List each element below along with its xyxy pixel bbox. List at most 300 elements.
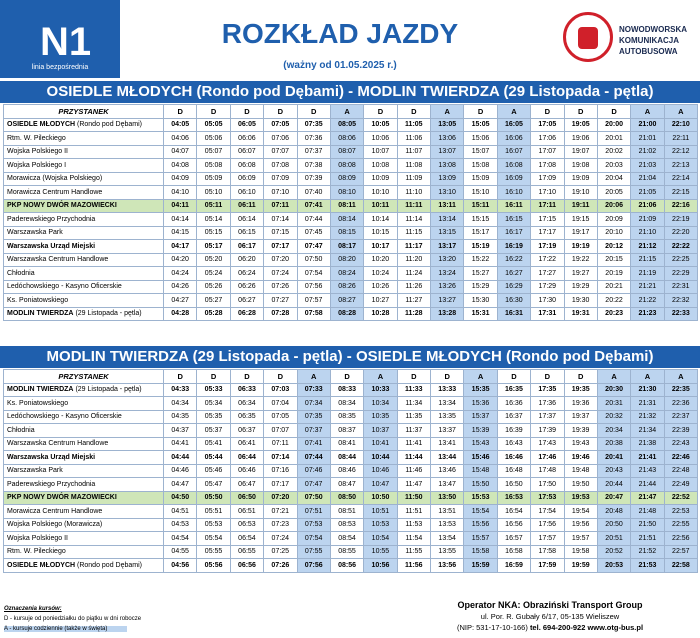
departure-time: 07:06 (264, 132, 297, 146)
departure-time: 21:38 (631, 437, 664, 451)
departure-time: 16:15 (497, 213, 530, 227)
departure-time: 11:41 (397, 437, 430, 451)
column-header-type: A (631, 105, 664, 119)
departure-time: 05:20 (197, 253, 230, 267)
departure-time: 16:53 (497, 491, 530, 505)
departure-time: 10:41 (364, 437, 397, 451)
departure-time: 20:41 (597, 451, 630, 465)
departure-time: 16:06 (497, 132, 530, 146)
departure-time: 20:50 (597, 518, 630, 532)
departure-time: 06:37 (230, 424, 263, 438)
departure-time: 22:14 (664, 172, 697, 186)
table-row (4, 172, 698, 186)
departure-time: 20:12 (597, 240, 630, 254)
departure-time: 06:44 (230, 451, 263, 465)
departure-time: 10:14 (364, 213, 397, 227)
departure-time: 15:58 (464, 545, 497, 559)
departure-time: 19:27 (564, 267, 597, 281)
stop-name: Morawicza Centrum Handlowe (4, 186, 164, 200)
departure-time: 10:26 (364, 280, 397, 294)
departure-time: 08:08 (330, 159, 363, 173)
departure-time: 05:34 (197, 397, 230, 411)
departure-time: 06:09 (230, 172, 263, 186)
departure-time: 13:55 (431, 545, 464, 559)
departure-time: 07:15 (264, 226, 297, 240)
departure-time: 10:06 (364, 132, 397, 146)
departure-time: 06:26 (230, 280, 263, 294)
column-header-type: D (564, 370, 597, 384)
column-header-type: D (197, 370, 230, 384)
departure-time: 11:27 (397, 294, 430, 308)
departure-time: 17:43 (531, 437, 564, 451)
table-row (4, 478, 698, 492)
departure-time: 10:47 (364, 478, 397, 492)
departure-time: 21:01 (631, 132, 664, 146)
departure-time: 11:07 (397, 145, 430, 159)
departure-time: 22:58 (664, 559, 697, 573)
departure-time: 22:25 (664, 253, 697, 267)
departure-time: 15:53 (464, 491, 497, 505)
departure-time: 08:27 (330, 294, 363, 308)
departure-time: 20:05 (597, 186, 630, 200)
departure-time: 22:29 (664, 267, 697, 281)
departure-time: 07:46 (297, 464, 330, 478)
departure-time: 06:54 (230, 532, 263, 546)
departure-time: 07:24 (264, 532, 297, 546)
stop-name: Ledóchowskiego - Kasyno Oficerskie (4, 410, 164, 424)
departure-time: 13:46 (431, 464, 464, 478)
departure-time: 07:10 (264, 186, 297, 200)
stop-name: Warszawska Centrum Handlowe (4, 253, 164, 267)
departure-time: 07:45 (297, 226, 330, 240)
table-row (4, 424, 698, 438)
departure-time: 06:17 (230, 240, 263, 254)
departure-time: 22:13 (664, 159, 697, 173)
departure-time: 20:52 (597, 545, 630, 559)
departure-time: 07:04 (264, 397, 297, 411)
departure-time: 17:15 (531, 213, 564, 227)
departure-time: 07:09 (264, 172, 297, 186)
departure-time: 20:06 (597, 199, 630, 213)
departure-time: 16:43 (497, 437, 530, 451)
departure-time: 19:56 (564, 518, 597, 532)
departure-time: 20:02 (597, 145, 630, 159)
departure-time: 17:17 (531, 226, 564, 240)
departure-time: 08:20 (330, 253, 363, 267)
departure-time: 05:06 (197, 132, 230, 146)
departure-time: 13:37 (431, 424, 464, 438)
departure-time: 07:40 (297, 186, 330, 200)
departure-time: 15:09 (464, 172, 497, 186)
departure-time: 20:23 (597, 307, 630, 321)
departure-time: 17:59 (531, 559, 564, 573)
column-header-type: D (164, 370, 197, 384)
departure-time: 22:37 (664, 410, 697, 424)
departure-time: 16:37 (497, 410, 530, 424)
departure-time: 06:24 (230, 267, 263, 281)
departure-time: 16:29 (497, 280, 530, 294)
stop-name: MODLIN TWIERDZA (29 Listopada - pętla) (4, 307, 164, 321)
column-header-type: D (397, 105, 430, 119)
departure-time: 10:27 (364, 294, 397, 308)
departure-time: 10:17 (364, 240, 397, 254)
column-header-stop: PRZYSTANEK (4, 105, 164, 119)
departure-time: 19:29 (564, 280, 597, 294)
departure-time: 11:53 (397, 518, 430, 532)
departure-time: 17:53 (531, 491, 564, 505)
departure-time: 19:43 (564, 437, 597, 451)
departure-time: 07:28 (264, 307, 297, 321)
departure-time: 16:48 (497, 464, 530, 478)
departure-time: 19:35 (564, 383, 597, 397)
departure-time: 17:09 (531, 172, 564, 186)
table-row (4, 532, 698, 546)
departure-time: 05:54 (197, 532, 230, 546)
departure-time: 20:53 (597, 559, 630, 573)
departure-time: 21:48 (631, 505, 664, 519)
departure-time: 13:54 (431, 532, 464, 546)
stop-name: PKP NOWY DWÓR MAZOWIECKI (4, 199, 164, 213)
departure-time: 22:53 (664, 505, 697, 519)
departure-time: 16:11 (497, 199, 530, 213)
departure-time: 13:10 (431, 186, 464, 200)
table-row (4, 307, 698, 321)
departure-time: 05:56 (197, 559, 230, 573)
departure-time: 16:31 (497, 307, 530, 321)
departure-time: 07:47 (297, 240, 330, 254)
departure-time: 17:46 (531, 451, 564, 465)
departure-time: 16:08 (497, 159, 530, 173)
departure-time: 10:08 (364, 159, 397, 173)
stop-name: Wojska Polskiego II (4, 532, 164, 546)
departure-time: 15:57 (464, 532, 497, 546)
departure-time: 15:43 (464, 437, 497, 451)
departure-time: 13:27 (431, 294, 464, 308)
departure-time: 04:50 (164, 491, 197, 505)
column-header-type: D (531, 105, 564, 119)
column-header-type: D (431, 370, 464, 384)
table-row (4, 559, 698, 573)
departure-time: 10:28 (364, 307, 397, 321)
departure-time: 06:06 (230, 132, 263, 146)
departure-time: 10:33 (364, 383, 397, 397)
departure-time: 11:54 (397, 532, 430, 546)
departure-time: 22:22 (664, 240, 697, 254)
departure-time: 17:05 (531, 118, 564, 132)
departure-time: 08:28 (330, 307, 363, 321)
departure-time: 07:50 (297, 253, 330, 267)
departure-time: 17:27 (531, 267, 564, 281)
departure-time: 20:22 (597, 294, 630, 308)
table-row (4, 294, 698, 308)
departure-time: 08:33 (330, 383, 363, 397)
departure-time: 05:05 (197, 118, 230, 132)
departure-time: 11:35 (397, 410, 430, 424)
departure-time: 15:17 (464, 226, 497, 240)
departure-time: 19:48 (564, 464, 597, 478)
departure-time: 15:56 (464, 518, 497, 532)
departure-time: 05:35 (197, 410, 230, 424)
departure-time: 07:24 (264, 267, 297, 281)
departure-time: 15:46 (464, 451, 497, 465)
departure-time: 15:06 (464, 132, 497, 146)
departure-time: 20:09 (597, 213, 630, 227)
departure-time: 16:35 (497, 383, 530, 397)
departure-time: 07:26 (264, 559, 297, 573)
departure-time: 05:09 (197, 172, 230, 186)
departure-time: 13:11 (431, 199, 464, 213)
departure-time: 13:53 (431, 518, 464, 532)
departure-time: 05:51 (197, 505, 230, 519)
departure-time: 07:58 (297, 307, 330, 321)
departure-time: 10:46 (364, 464, 397, 478)
departure-time: 13:41 (431, 437, 464, 451)
departure-time: 11:06 (397, 132, 430, 146)
departure-time: 07:34 (297, 397, 330, 411)
departure-time: 17:22 (531, 253, 564, 267)
stop-name: PKP NOWY DWÓR MAZOWIECKI (4, 491, 164, 505)
departure-time: 05:15 (197, 226, 230, 240)
stop-name: Warszawska Urząd Miejski (4, 451, 164, 465)
departure-time: 05:33 (197, 383, 230, 397)
departure-time: 17:19 (531, 240, 564, 254)
departure-time: 10:11 (364, 199, 397, 213)
departure-time: 04:05 (164, 118, 197, 132)
departure-time: 06:33 (230, 383, 263, 397)
table-row (4, 383, 698, 397)
departure-time: 15:31 (464, 307, 497, 321)
departure-time: 08:47 (330, 478, 363, 492)
departure-time: 10:53 (364, 518, 397, 532)
departure-time: 17:07 (531, 145, 564, 159)
departure-time: 22:35 (664, 383, 697, 397)
departure-time: 10:10 (364, 186, 397, 200)
departure-time: 04:47 (164, 478, 197, 492)
departure-time: 07:39 (297, 172, 330, 186)
departure-time: 06:50 (230, 491, 263, 505)
departure-time: 11:47 (397, 478, 430, 492)
table-row (4, 280, 698, 294)
departure-time: 16:10 (497, 186, 530, 200)
departure-time: 08:51 (330, 505, 363, 519)
stop-name: Ledóchowskiego - Kasyno Oficerskie (4, 280, 164, 294)
departure-time: 15:08 (464, 159, 497, 173)
departure-time: 16:58 (497, 545, 530, 559)
departure-time: 16:07 (497, 145, 530, 159)
departure-time: 08:11 (330, 199, 363, 213)
departure-time: 16:54 (497, 505, 530, 519)
stop-name: Warszawska Park (4, 226, 164, 240)
stop-name: Ks. Poniatowskiego (4, 294, 164, 308)
departure-time: 16:59 (497, 559, 530, 573)
departure-time: 19:19 (564, 240, 597, 254)
departure-time: 08:10 (330, 186, 363, 200)
column-header-type: D (264, 370, 297, 384)
departure-time: 15:35 (464, 383, 497, 397)
departure-time: 05:55 (197, 545, 230, 559)
departure-time: 06:47 (230, 478, 263, 492)
column-header-type: A (631, 370, 664, 384)
departure-time: 13:05 (431, 118, 464, 132)
departure-time: 04:51 (164, 505, 197, 519)
departure-time: 22:33 (664, 307, 697, 321)
departure-time: 13:24 (431, 267, 464, 281)
departure-time: 10:37 (364, 424, 397, 438)
valid-from: (ważny od 01.05.2025 r.) (283, 60, 397, 71)
column-header-type: A (497, 105, 530, 119)
departure-time: 20:51 (597, 532, 630, 546)
departure-time: 21:09 (631, 213, 664, 227)
departure-time: 22:49 (664, 478, 697, 492)
departure-time: 08:54 (330, 532, 363, 546)
departure-time: 11:09 (397, 172, 430, 186)
departure-time: 21:06 (631, 199, 664, 213)
bus-logo-icon (563, 12, 613, 62)
departure-time: 13:28 (431, 307, 464, 321)
departure-time: 08:46 (330, 464, 363, 478)
departure-time: 21:53 (631, 559, 664, 573)
departure-time: 17:58 (531, 545, 564, 559)
line-badge (0, 0, 120, 78)
stop-name: Rtm. W. Pileckiego (4, 132, 164, 146)
departure-time: 04:15 (164, 226, 197, 240)
departure-time: 10:35 (364, 410, 397, 424)
column-header-type: A (364, 370, 397, 384)
operator-info (400, 600, 700, 633)
departure-time: 17:48 (531, 464, 564, 478)
departure-time: 13:50 (431, 491, 464, 505)
departure-time: 19:08 (564, 159, 597, 173)
departure-time: 17:54 (531, 505, 564, 519)
departure-time: 20:21 (597, 280, 630, 294)
table-row (4, 545, 698, 559)
departure-time: 05:41 (197, 437, 230, 451)
departure-time: 16:17 (497, 226, 530, 240)
column-header-type: D (564, 105, 597, 119)
departure-time: 21:12 (631, 240, 664, 254)
departure-time: 07:56 (297, 280, 330, 294)
departure-time: 17:29 (531, 280, 564, 294)
departure-time: 07:14 (264, 451, 297, 465)
line-number: N1 (40, 20, 92, 64)
departure-time: 19:46 (564, 451, 597, 465)
departure-time: 11:37 (397, 424, 430, 438)
stop-name: OSIEDLE MŁODYCH (Rondo pod Dębami) (4, 559, 164, 573)
departure-time: 20:01 (597, 132, 630, 146)
departure-time: 06:11 (230, 199, 263, 213)
departure-time: 22:16 (664, 199, 697, 213)
departure-time: 21:31 (631, 397, 664, 411)
departure-time: 08:35 (330, 410, 363, 424)
departure-time: 22:19 (664, 213, 697, 227)
departure-time: 07:37 (297, 424, 330, 438)
column-header-type: D (497, 370, 530, 384)
stop-name: Warszawska Centrum Handlowe (4, 437, 164, 451)
departure-time: 20:38 (597, 437, 630, 451)
departure-time: 07:47 (297, 478, 330, 492)
departure-time: 04:20 (164, 253, 197, 267)
departure-time: 11:34 (397, 397, 430, 411)
departure-time: 15:50 (464, 478, 497, 492)
departure-time: 21:05 (631, 186, 664, 200)
departure-time: 22:12 (664, 145, 697, 159)
departure-time: 05:24 (197, 267, 230, 281)
departure-time: 10:15 (364, 226, 397, 240)
departure-time: 11:33 (397, 383, 430, 397)
departure-time: 20:30 (597, 383, 630, 397)
departure-time: 21:10 (631, 226, 664, 240)
departure-time: 06:41 (230, 437, 263, 451)
column-header-type: D (197, 105, 230, 119)
departure-time: 13:20 (431, 253, 464, 267)
departure-time: 05:08 (197, 159, 230, 173)
departure-time: 15:27 (464, 267, 497, 281)
departure-time: 11:20 (397, 253, 430, 267)
departure-time: 04:06 (164, 132, 197, 146)
departure-time: 20:31 (597, 397, 630, 411)
departure-time: 10:34 (364, 397, 397, 411)
departure-time: 20:00 (597, 118, 630, 132)
departure-time: 10:51 (364, 505, 397, 519)
departure-time: 08:06 (330, 132, 363, 146)
departure-time: 15:22 (464, 253, 497, 267)
departure-time: 04:41 (164, 437, 197, 451)
stop-name: Morawicza (Wojska Polskiego) (4, 172, 164, 186)
table-row (4, 213, 698, 227)
departure-time: 21:23 (631, 307, 664, 321)
departure-time: 21:02 (631, 145, 664, 159)
departure-time: 21:43 (631, 464, 664, 478)
departure-time: 17:50 (531, 478, 564, 492)
departure-time: 04:26 (164, 280, 197, 294)
departure-time: 06:15 (230, 226, 263, 240)
column-header-type: A (464, 370, 497, 384)
operator-address: ul. Por. R. Gubały 6/17, 05-135 Wieliszew (480, 612, 620, 621)
departure-time: 15:29 (464, 280, 497, 294)
line-subtitle: linia bezpośrednia (31, 64, 89, 71)
departure-time: 10:55 (364, 545, 397, 559)
departure-time: 08:34 (330, 397, 363, 411)
column-header-type: A (330, 105, 363, 119)
departure-time: 22:32 (664, 294, 697, 308)
departure-time: 08:15 (330, 226, 363, 240)
departure-time: 16:56 (497, 518, 530, 532)
departure-time: 07:41 (297, 437, 330, 451)
departure-time: 07:23 (264, 518, 297, 532)
departure-time: 04:27 (164, 294, 197, 308)
departure-time: 08:26 (330, 280, 363, 294)
departure-time: 05:26 (197, 280, 230, 294)
departure-time: 11:08 (397, 159, 430, 173)
legend (4, 604, 141, 634)
departure-time: 08:09 (330, 172, 363, 186)
table-row (4, 410, 698, 424)
departure-time: 07:11 (264, 437, 297, 451)
departure-time: 13:34 (431, 397, 464, 411)
operator-name: Operator NKA: Obraziński Transport Group (457, 600, 643, 610)
table-row (4, 437, 698, 451)
departure-time: 17:06 (531, 132, 564, 146)
departure-time: 19:37 (564, 410, 597, 424)
departure-time: 07:35 (297, 118, 330, 132)
departure-time: 11:05 (397, 118, 430, 132)
column-header-type: A (297, 370, 330, 384)
departure-time: 08:37 (330, 424, 363, 438)
departure-time: 15:37 (464, 410, 497, 424)
column-header-type: A (431, 105, 464, 119)
departure-time: 15:11 (464, 199, 497, 213)
departure-time: 05:14 (197, 213, 230, 227)
